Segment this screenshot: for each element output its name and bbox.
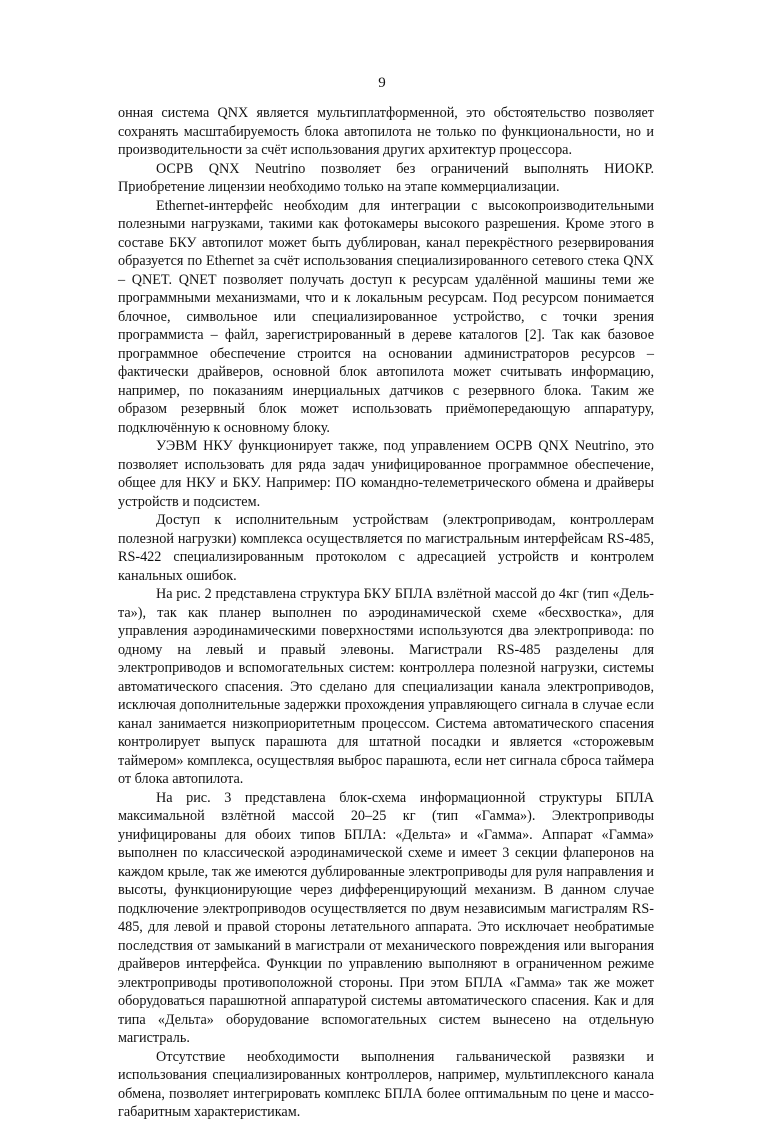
paragraph-ethernet-interface: Ethernet-интерфейс необходим для интеграции с высокопроизводительными полезными нагрузками, такими как фотокамеры высокого разрешения. Кроме этого в составе БКУ автопилот может быть дублирован, канал перекрёстного резервирования образуется по Ethernet за счёт использования специализированного сетевого стека QNX – QNET. QNET позволяет получать доступ к ресурсам удалённой машины теми же программными механизмами, что и к локальным ресурсам. Под ресурсом понимается блочное, символьное или специализированное устройство, с точки зрения программиста – файл, зарегистрированный в дереве каталогов [2]. Так как базовое программное обеспечение строится на основании администраторов ресурсов – фактически драйверов, основной блок автопилота может считывать информацию, например, по показаниям инерциальных датчиков с резервного блока. Таким же образом резервный блок может использовать приёмопередающую аппаратуру, подключённую к основному блоку. <box>118 197 654 436</box>
paragraph-qnx-multiplatform: онная система QNX является мультиплатформенной, это обстоятельство позволяет сохранять масштабируемость блока автопилота не только по функциональности, но и производительности за счёт использования других архитектур процессора. <box>118 105 654 158</box>
paragraph-galvanic-isolation: Отсутствие необходимости выполнения гальванической развязки и использования специализированных контроллеров, например, мультиплексного канала обмена, позволяет интегрировать комплекс БПЛА более оптимальным по цене и массо-габаритным характеристикам. <box>118 1048 654 1120</box>
page-number: 9 <box>378 75 386 91</box>
paragraph-figure-3-gamma: На рис. 3 представлена блок-схема информационной структуры БПЛА максимальной взлётной массой 20–25 кг (тип «Гамма»). Электроприводы унифицированы для обоих типов БПЛА: «Дельта» и «Гамма». Аппарат «Гамма» выполнен по классической аэродинамической схеме и имеет 3 секции флаперонов на каждом крыле, так же имеются дублированные электроприводы для руля направления и высоты, функционирующие через дифференцирующий механизм. В данном случае подключение электроприводов осуществляется по двум независимым магистралям RS-485, для левой и правой стороны летательного аппарата. Это исключает необратимые последствия от замыканий в магистрали от механического повреждения или выгорания драйверов интерфейса. Функции по управлению выполняют в ограниченном режиме электроприводы противоположной стороны. При этом БПЛА «Гамма» так же может оборудоваться парашютной аппаратурой системы автоматического спасения. Как и для типа «Дельта» оборудование вспомогательных систем вынесено на отдельную магистраль. <box>118 789 654 1046</box>
paragraph-uevm-nku: УЭВМ НКУ функционирует также, под управлением ОСРВ QNX Neutrino, это позволяет использовать для ряда задач унифицированное программное обеспечение, общее для НКУ и БКУ. Например: ПО командно-телеметрического обмена и драйверы устройств и подсистем. <box>118 438 654 510</box>
paragraph-qnx-neutrino-licensing: ОСРВ QNX Neutrino позволяет без ограничений выполнять НИОКР. Приобретение лицензии необходимо только на этапе коммерциализации. <box>118 160 654 195</box>
paragraph-actuator-access: Доступ к исполнительным устройствам (электроприводам, контроллерам полезной нагрузки) комплекса осуществляется по магистральным интерфейсам RS-485, RS-422 специализированным протоколом с адресацией устройств и контролем канальных ошибок. <box>118 512 654 584</box>
page-body <box>118 104 654 1122</box>
paragraph-figure-2-delta: На рис. 2 представлена структура БКУ БПЛА взлётной массой до 4кг (тип «Дельта»), так как планер выполнен по аэродинамической схеме «бесхвостка», для управления аэродинамическими поверхностями используются два электропривода: по одному на левый и правый элевоны. Магистрали RS-485 разделены для электроприводов и вспомогательных систем: контроллера полезной нагрузки, системы автоматического спасения. Это сделано для специализации канала электроприводов, исключая дополнительные задержки прохождения управляющего сигнала в случае если канал занимается низкоприоритетным процессом. Система автоматического спасения контролирует выпуск парашюта для штатной посадки и является «сторожевым таймером» комплекса, осуществляя выброс парашюта, если нет сигнала сброса таймера от блока автопилота. <box>118 586 654 787</box>
